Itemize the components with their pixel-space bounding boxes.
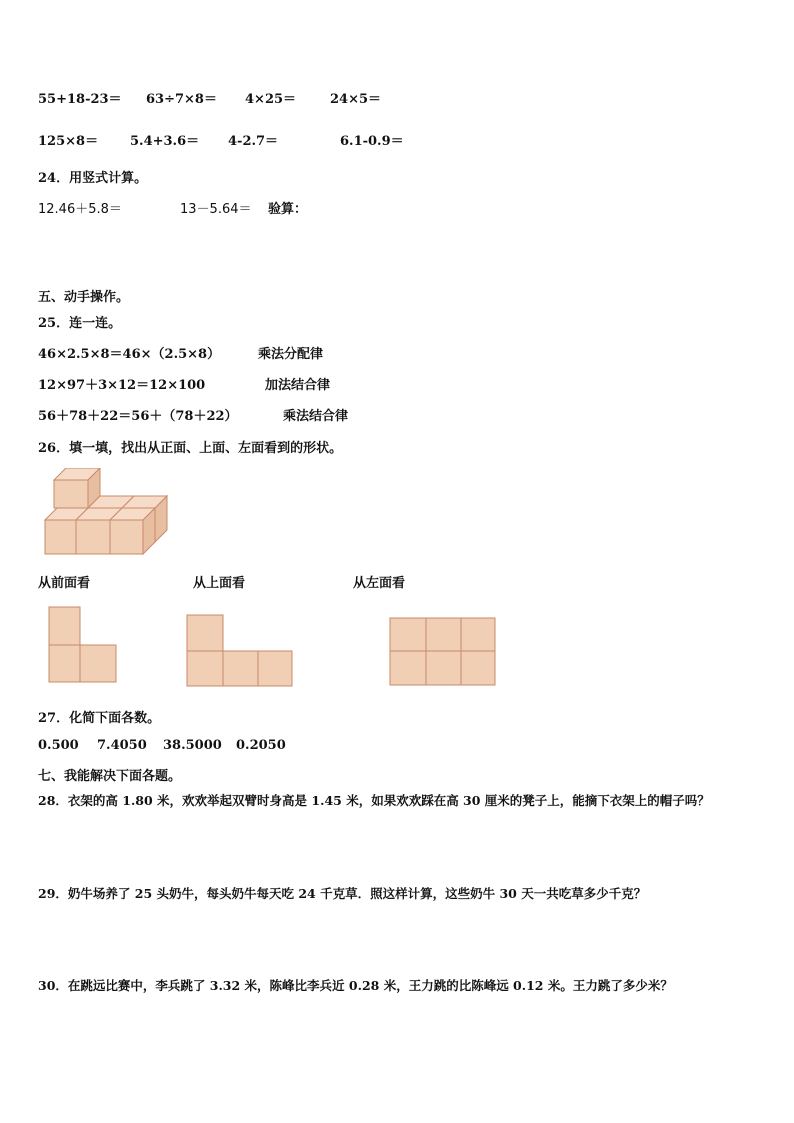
- q27-title: 27．化简下面各数。: [38, 711, 161, 726]
- q25-left-1: 46×2.5×8＝46×（2.5×8）: [38, 347, 221, 362]
- exercise-4: 24×5＝: [330, 92, 382, 107]
- q27-number-2: 7.4050: [97, 738, 147, 753]
- exercise-6: 5.4+3.6＝: [130, 134, 200, 149]
- q27-number-3: 38.5000: [163, 738, 222, 753]
- q25-title: 25．连一连。: [38, 316, 122, 331]
- q25-right-1: 乘法分配律: [258, 347, 324, 362]
- q25-right-3: 乘法结合律: [283, 409, 349, 424]
- q26-title: 26．填一填，找出从正面、上面、左面看到的形状。: [38, 441, 343, 456]
- exercise-3: 4×25＝: [245, 92, 297, 107]
- q24-item-2: 13－5.64＝: [180, 202, 252, 217]
- view-label-left: 从左面看: [353, 576, 406, 591]
- view-label-front: 从前面看: [38, 576, 91, 591]
- top-view-shape: [186, 614, 294, 692]
- exercise-2: 63÷7×8＝: [146, 92, 217, 107]
- exercise-1: 55+18-23＝: [38, 92, 122, 107]
- q27-number-1: 0.500: [38, 738, 79, 753]
- exercise-5: 125×8＝: [38, 134, 99, 149]
- q24-item-3: 验算：: [268, 202, 308, 217]
- q28-text: 28．衣架的高 1.80 米，欢欢举起双臂时身高是 1.45 米，如果欢欢踩在高 30 厘米的凳子上，能摘下衣架上的帽子吗？: [38, 793, 710, 808]
- exercise-7: 4-2.7＝: [228, 134, 279, 149]
- section5-heading: 五、动手操作。: [38, 290, 130, 305]
- q30-text: 30．在跳远比赛中，李兵跳了 3.32 米，陈峰比李兵近 0.28 米，王力跳的比陈峰远 0.12 米。王力跳了多少米？: [38, 978, 673, 993]
- cube-stack-figure: [40, 468, 175, 560]
- q24-item-1: 12.46＋5.8＝: [38, 202, 122, 217]
- view-label-top: 从上面看: [193, 576, 246, 591]
- left-view-shape: [389, 617, 497, 691]
- front-view-shape: [48, 606, 118, 688]
- q27-number-4: 0.2050: [236, 738, 286, 753]
- q25-right-2: 加法结合律: [265, 378, 331, 393]
- q25-left-2: 12×97＋3×12＝12×100: [38, 378, 206, 393]
- q25-left-3: 56＋78＋22＝56＋（78＋22）: [38, 409, 238, 424]
- q24-title: 24．用竖式计算。: [38, 171, 148, 186]
- exercise-8: 6.1-0.9＝: [340, 134, 404, 149]
- q29-text: 29．奶牛场养了 25 头奶牛，每头奶牛每天吃 24 千克草．照这样计算，这些奶牛 30 天一共吃草多少千克？: [38, 886, 647, 901]
- section7-heading: 七、我能解决下面各题。: [38, 769, 182, 784]
